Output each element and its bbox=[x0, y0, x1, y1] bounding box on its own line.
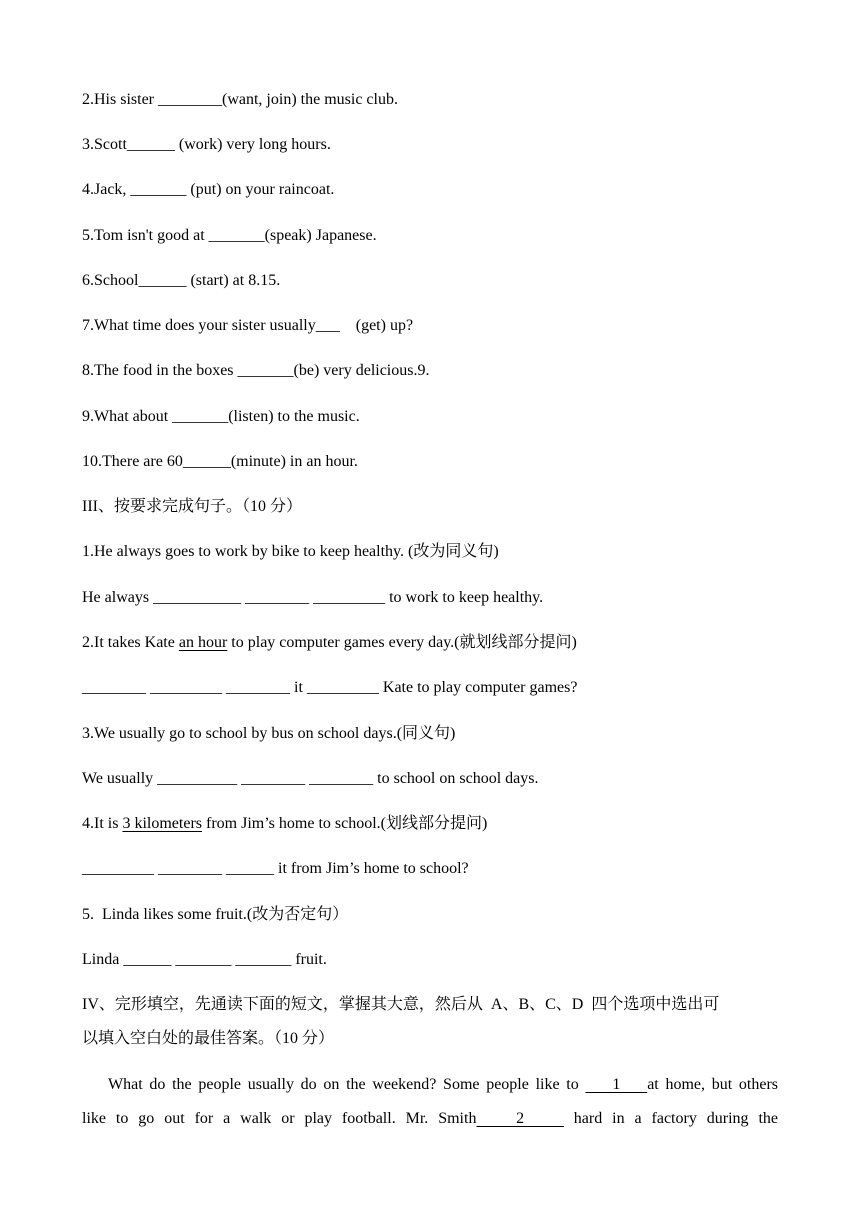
question-2-post: to play computer games every day.(就划线部分提问) bbox=[227, 634, 577, 651]
section-4-heading-line-2: 以填入空白处的最佳答案。（10 分） bbox=[82, 1030, 335, 1047]
cloze-text: at home, but others bbox=[647, 1076, 778, 1093]
answer-line-3: We usually __________ ________ ________ to school on school days. bbox=[82, 770, 539, 787]
exercise-item-10: 10.There are 60______(minute) in an hour. bbox=[82, 453, 358, 470]
exercise-item-7: 7.What time does your sister usually___ (get) up? bbox=[82, 317, 414, 334]
cloze-text: What do the people usually do on the weekend? Some people like to bbox=[108, 1076, 586, 1093]
question-2-pre: 2.It takes Kate bbox=[82, 634, 179, 651]
cloze-text: like to go out for a walk or play football. Mr. Smith bbox=[82, 1110, 477, 1127]
answer-line-2: ________ _________ ________ it _________ Kate to play computer games? bbox=[82, 679, 578, 696]
question-4-underlined: 3 kilometers bbox=[122, 815, 202, 832]
question-5: 5. Linda likes some fruit.(改为否定句） bbox=[82, 906, 349, 923]
question-4-pre: 4.It is bbox=[82, 815, 123, 832]
answer-line-1: He always ___________ ________ _________ to work to keep healthy. bbox=[82, 589, 544, 606]
answer-line-4: _________ ________ ______ it from Jim’s home to school? bbox=[82, 860, 469, 877]
exercise-item-9: 9.What about _______(listen) to the music. bbox=[82, 408, 360, 425]
cloze-blank-2: 2 bbox=[476, 1110, 564, 1127]
question-1: 1.He always goes to work by bike to keep healthy. (改为同义句) bbox=[82, 543, 499, 560]
cloze-blank-1: 1 bbox=[585, 1076, 648, 1093]
question-4-post: from Jim’s home to school.(划线部分提问) bbox=[202, 815, 488, 832]
question-2 bbox=[82, 633, 577, 653]
section-3-heading: III、按要求完成句子。（10 分） bbox=[82, 498, 302, 515]
exercise-item-8: 8.The food in the boxes _______(be) very delicious.9. bbox=[82, 362, 430, 379]
question-2-underlined: an hour bbox=[178, 634, 228, 651]
exercise-item-4: 4.Jack, _______ (put) on your raincoat. bbox=[82, 181, 335, 198]
question-4 bbox=[82, 814, 487, 834]
cloze-paragraph-line-2 bbox=[82, 1102, 778, 1136]
cloze-text: hard in a factory during the bbox=[563, 1110, 778, 1127]
answer-line-5: Linda ______ _______ _______ fruit. bbox=[82, 951, 327, 968]
section-4-heading-line-1: IV、完形填空，先通读下面的短文，掌握其大意，然后从 A、B、C、D 四个选项中选出可 bbox=[82, 996, 720, 1013]
exercise-item-5: 5.Tom isn't good at _______(speak) Japanese. bbox=[82, 227, 377, 244]
exercise-item-3: 3.Scott______ (work) very long hours. bbox=[82, 136, 331, 153]
exercise-item-6: 6.School______ (start) at 8.15. bbox=[82, 272, 281, 289]
cloze-paragraph-line-1 bbox=[82, 1068, 778, 1102]
exercise-item-2: 2.His sister ________(want, join) the music club. bbox=[82, 91, 398, 108]
question-3: 3.We usually go to school by bus on school days.(同义句) bbox=[82, 725, 456, 742]
